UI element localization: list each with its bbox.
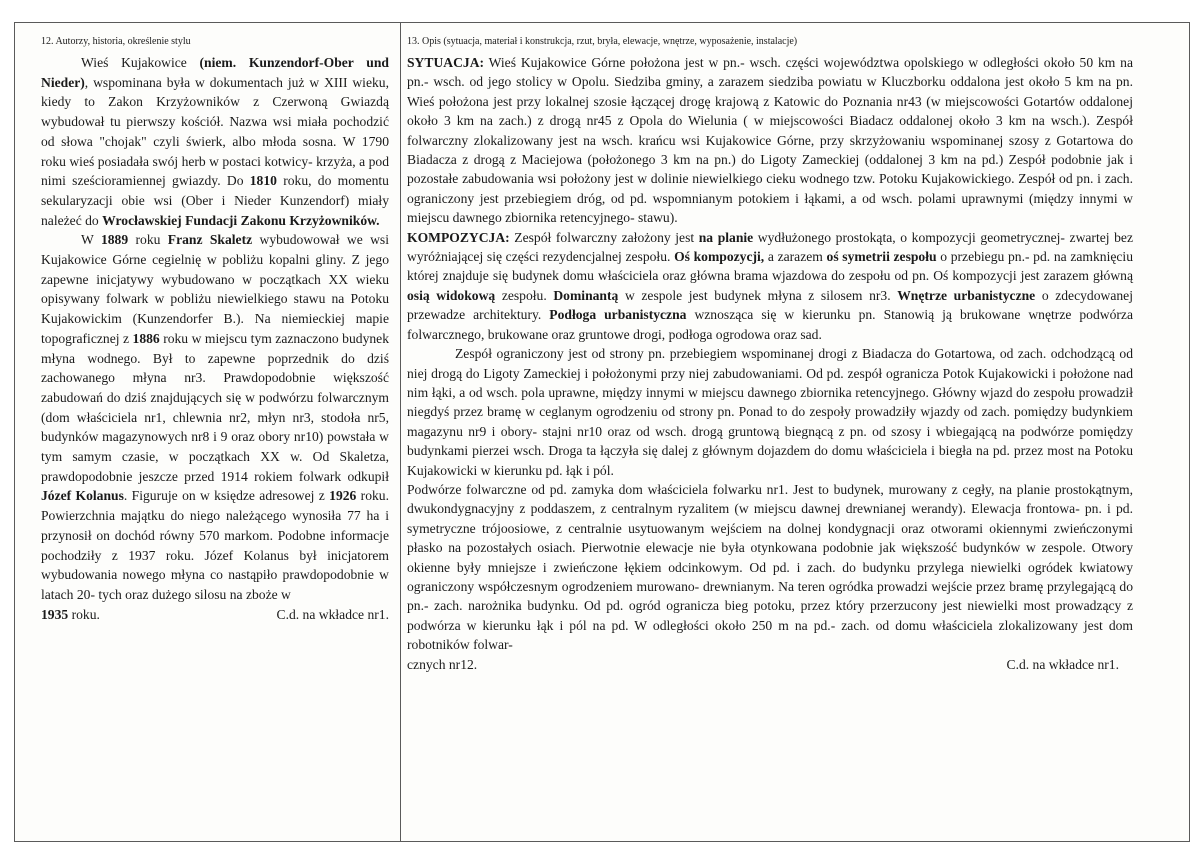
- term-axis: Oś kompozycji,: [674, 249, 765, 265]
- text-run: roku.: [68, 606, 100, 622]
- text-run: roku w miejscu tym zaznaczono budynek młyna wodnego. Był to zapewne poprzednik do dziś zachowanego młyna nr3. Prawdopodobnie większość zabudowań do dziś znajdujących się w podwórzu folwarcznym (dom właściciela nr1, chlewnia nr2, młyn nr3, stodoła nr5, budynków magazynowych nr8 i 9 oraz obory nr10) powstała w tym samym czasie, w początkach XX w. Od Skaletza, prawdopodobnie jeszcze przed 1914 rokiem folwark odkupił: [41, 330, 389, 484]
- text-run: Wieś Kujakowice: [81, 55, 200, 70]
- text-run: o zdecydowanej przewadze architektury.: [407, 287, 1133, 323]
- text-run: wydłużonego prostokąta, o kompozycji geometrycznej- zwartej bez wyróżniającej się części rezydencjalnej zespołu.: [407, 229, 1133, 265]
- boundaries-paragraph: Zespół ograniczony jest od strony pn. przebiegiem wspominanej drogi z Biadacza do Gotartowa, od zach. odchodzącą od niej drogą do Ligoty Zameckiej i położonymi przy niej zabudowaniami. Od pd. zespół ogranicza Potok Kujakowicki i położone nad nim łąki, a od wsch. pola uprawne, między innymi w miejscu dawnego zbiornika retencyjnego. Główny wjazd do zespołu prowadził niegdyś przez bramę w ceglanym ogrodzeniu od strony pn. Ponad to do zespoły prowadziły wjazdy od zach. pomiędzy budynkiem magazynu nr9 i obory- stajni nr10 oraz od wsch. drogą gruntową biegnącą z pn. od szosy i wbiegającą na podwórze pomiędzy budynkami pierzei wsch. Droga ta łączyła się dalej z głównym dojazdem do domu właściciela i biegła na pd. przez most na Potoku Kujakowicki w kierunku pd. łąk i pól.: [407, 346, 1133, 478]
- text-run: o przebiegu pn.- pd. na zamknięciu której znajduje się budynek domu właściciela oraz główna brama wjazdowa do zespołu od pn. Oś kompozycji jest zarazem główną: [407, 249, 1133, 284]
- text-run: w zespole jest budynek młyna z silosem nr3.: [618, 287, 898, 303]
- person-skaletz: Franz Skaletz: [167, 232, 253, 248]
- year-1935: 1935: [41, 606, 69, 622]
- text-run: Wieś Kujakowice Górne położona jest w pn.- wsch. części województwa opolskiego w odległości około 50 km na pn.- wsch. od jego stolicy w Opolu. Siedziba gminy, a zarazem siedziba powiatu w Kluczborku oddalona jest około 5 km na pn. Wieś położona jest przy lokalnej szosie łączącej drogę krajową z Katowic do Poznania nr43 (w miejscowości Gotartów oddalonej około 3 km na zach.) z drogą nr45 z Opola do Wielunia ( w miejscowości Biadacz oddalonej około 3 km na wsch.). Zespół folwarczny zlokalizowany jest na wsch. krańcu wsi Kujakowice Górne, przy skrzyżowaniu wspominanej szosy z Gotartowa do Biadacza z drogą z Maciejowa (położonego 3 km na pn.) do Ligoty Zameckiej (oddalonej 3 km na pd.) Zespół podobnie jak i pozostałe zabudowania wsi położony jest w dolinie niewielkiego cieku wodnego tzw. Potoku Kujakowickiego. Zespół od pn. i zach. ograniczony jest przebiegiem dróg, od pd. wspomnianym potokiem i łąkami, a od wsch. polami uprawnymi (między innymi w miejscu dawnego zbiornika retencyjnego- stawu).: [407, 55, 1133, 226]
- year-1889: 1889: [100, 232, 129, 248]
- year-1886: 1886: [132, 330, 160, 346]
- text-run: wznosząca się w kierunku pn. Stanowią ją brukowane wnętrze podwórza folwarcznego, brukowane oraz gruntowe drogi, podłoga ogrodowa oraz sad.: [407, 307, 1133, 342]
- term-dominant: Dominantą: [553, 287, 619, 303]
- text-run: . Figuruje on w księdze adresowej z: [123, 488, 330, 504]
- text-run: zespołu.: [495, 287, 554, 303]
- left-column-tail: [41, 605, 389, 625]
- left-column: [41, 35, 389, 624]
- history-paragraph-2: [41, 230, 389, 604]
- left-column-header: 12. Autorzy, historia, określenie stylu: [41, 36, 191, 47]
- column-divider: [400, 23, 401, 841]
- term-urban-interior: Wnętrze urbanistyczne: [897, 287, 1036, 303]
- situation-paragraph: [407, 53, 1133, 228]
- right-column-header: 13. Opis (sytuacja, materiał i konstrukcja, rzut, bryła, elewacje, wnętrze, wyposażenie, instalacje): [407, 36, 798, 47]
- text-run: a zarazem: [764, 249, 827, 265]
- text-run: roku. Powierzchnia majątku do niego należącego wynosiła 77 ha i przynosił on dochód równy 570 markom. Podobne informacje pochodziły z 1937 roku. Józef Kolanus był inicjatorem wybudowania nowego młyna co nastąpiło prawdopodobnie w latach 20- tych oraz dużego silosu na zboże w: [41, 488, 389, 602]
- foundation-name: Wrocławskiej Fundacji Zakonu Krzyżowników.: [102, 212, 380, 228]
- text-run: roku, do momentu sekularyzacji obie wsi (Ober i Nieder Kunzendorf) miały należeć do: [41, 173, 389, 228]
- situation-heading: SYTUACJA:: [407, 55, 485, 70]
- german-name: (niem. Kunzendorf-Ober und Nieder): [41, 55, 389, 90]
- term-view-axis: osią widokową: [407, 287, 496, 303]
- text-run: roku: [128, 232, 168, 248]
- continued-note: C.d. na wkładce nr1.: [276, 606, 389, 622]
- text-run: wybudowował we wsi Kujakowice Górne cegielnię w pobliżu kopalni gliny. Z jego zapewne inicjatywy wybudowano w początkach XX wieku opisywany folwark w pobliżu niewielkiego stawu na Potoku Kujakowickim (Kunzendorfer B.). Na niemieckiej mapie topograficznej z: [41, 232, 390, 346]
- composition-paragraph: [407, 228, 1133, 344]
- person-kolanus: Józef Kolanus: [41, 488, 124, 504]
- document-sheet: [14, 22, 1190, 842]
- text-run: , wspominana była w dokumentach już w XIII wieku, kiedy to Zakon Krzyżowników z Czerwoną Gwiazdą wybudował tu pierwszy kościół. Nazwa wsi miała pochodzić od słowa "chojak" czyli świerk, albo młoda sosna. W 1790 roku wieś posiadała swój herb w postaci kotwicy- krzyża, a pod nimi sześcioramiennej gwiazdy. Do: [41, 74, 389, 189]
- history-paragraph-1: [41, 53, 389, 230]
- tail-year-line: [41, 605, 100, 625]
- text-run: Zespół folwarczny założony jest: [509, 229, 699, 245]
- right-column: [407, 35, 1133, 674]
- term-symmetry: oś symetrii zespołu: [826, 249, 937, 265]
- composition-heading: KOMPOZYCJA:: [407, 229, 510, 245]
- text-run: W: [81, 232, 101, 248]
- continued-note: C.d. na wkładce nr1.: [1006, 656, 1119, 672]
- year-1926: 1926: [329, 488, 357, 504]
- right-column-tail: [407, 655, 1133, 674]
- year-1810: 1810: [249, 173, 277, 189]
- term-urban-floor: Podłoga urbanistyczna: [549, 307, 687, 323]
- term-plan: na planie: [698, 229, 754, 245]
- paragraph-ending: cznych nr12.: [407, 656, 478, 672]
- owner-house-paragraph: Podwórze folwarczne od pd. zamyka dom właściciela folwarku nr1. Jest to budynek, murowany z cegły, na planie prostokątnym, dwukondygnacyjny z poddaszem, z centralnym ryzalitem (w miejscu dawnej drewnianej werandy). Elewacja frontowa- pn. i pd. symetryczne trójoosiowe, z centralnie usytuowanym wejściem na dolnej kondygnacji oraz otworami okiennymi zwieńczonymi płasko na pozostałych osiach. Pierwotnie elewacje nie była otynkowana podobnie jak większość budynków w zespole. Otwory okienne były mniejsze i zwieńczone łękiem odcinkowym. Od pd. i zach. do budynku przylega niewielki ogródek kwiatowy ograniczony współczesnym ogrodzeniem murowano- drewnianym. Na teren ogródka prowadzi wejście przez bramę przylegającą do pn.- zach. narożnika budynku. Od pd. ogród ogranicza bieg potoku, przez który przerzucony jest niewielki most prowadzący z podwórza w kierunku łąk i pól na pd. W odległości około 250 m na pd.- zach. od domu właściciela zlokalizowany jest dom robotników folwar-: [407, 481, 1133, 653]
